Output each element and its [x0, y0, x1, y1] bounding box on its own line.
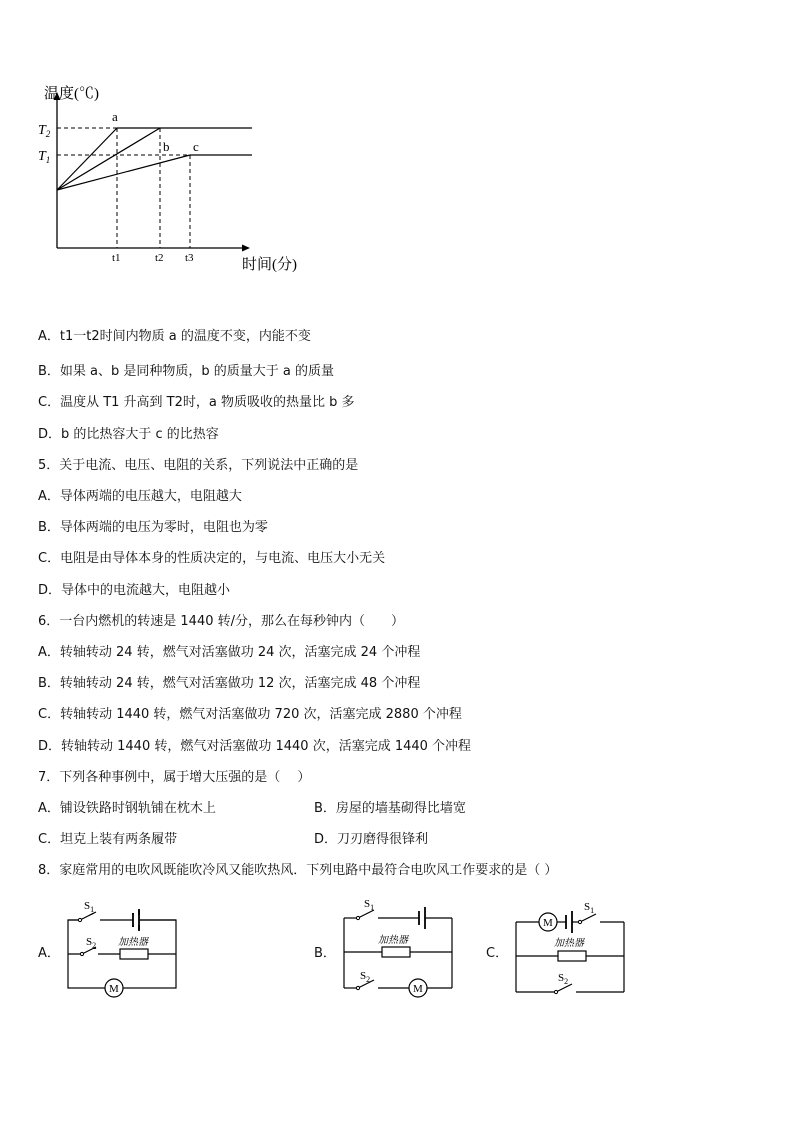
switch-s2-label: $S_2$: [558, 972, 569, 986]
tick-t2: t2: [155, 252, 164, 264]
q6-option-a: A．转轴转动 24 转，燃气对活塞做功 24 次，活塞完成 24 个冲程: [38, 645, 421, 660]
q8-option-c-label: C．: [486, 946, 509, 961]
q6-stem: 6．一台内燃机的转速是 1440 转/分，那么在每秒钟内（ ）: [38, 614, 404, 629]
x-axis-label: 时间(分): [242, 257, 297, 273]
q7-option-b: B．房屋的墙基砌得比墙宽: [314, 801, 466, 816]
heater-resistor: [120, 949, 148, 959]
circuit-b: [336, 893, 461, 1001]
q4-option-b: B．如果 a、b 是同种物质，b 的质量大于 a 的质量: [38, 364, 335, 379]
switch-s2-label: $S_2$: [360, 970, 371, 984]
q5-option-c: C．电阻是由导体本身的性质决定的，与电流、电压大小无关: [38, 551, 386, 566]
q5-option-b: B．导体两端的电压为零时，电阻也为零: [38, 520, 268, 535]
switch-s1-label: $S_1$: [584, 901, 595, 915]
motor-label: M: [413, 983, 423, 995]
x-axis-arrow: [242, 245, 250, 252]
heater-resistor: [382, 947, 410, 957]
curve-label-a: a: [112, 109, 118, 124]
curve-label-b: b: [163, 139, 170, 154]
tick-t1: t1: [112, 252, 121, 264]
q6-option-b: B．转轴转动 24 转，燃气对活塞做功 12 次，活塞完成 48 个冲程: [38, 676, 421, 691]
q4-option-c: C．温度从 T1 升高到 T2时，a 物质吸收的热量比 b 多: [38, 395, 355, 410]
curve-label-c: c: [193, 139, 199, 154]
heater-label: 加热器: [378, 935, 408, 946]
q6-option-c: C．转轴转动 1440 转，燃气对活塞做功 720 次，活塞完成 2880 个冲程: [38, 707, 462, 722]
q7-option-c: C．坦克上装有两条履带: [38, 832, 178, 847]
tick-t3: t3: [185, 252, 194, 264]
switch-s1-label: $S_1$: [84, 900, 95, 914]
q8-option-a-label: A．: [38, 946, 60, 961]
q4-option-d: D．b 的比热容大于 c 的比热容: [38, 427, 219, 442]
switch-s1-label: $S_1$: [364, 898, 375, 912]
q7-option-a: A．铺设铁路时钢轨铺在枕木上: [38, 801, 216, 816]
q8-stem: 8．家庭常用的电吹风既能吹冷风又能吹热风．下列电路中最符合电吹风工作要求的是（ ）: [38, 863, 558, 878]
heater-label: 加热器: [118, 937, 148, 948]
q4-option-a: A．t1一t2时间内物质 a 的温度不变，内能不变: [38, 329, 311, 344]
q8-option-b-label: B．: [314, 946, 336, 961]
q5-stem: 5．关于电流、电压、电阻的关系，下列说法中正确的是: [38, 458, 359, 473]
tick-T2: $T_2$: [38, 123, 51, 139]
circuit-c: [508, 895, 633, 1003]
q7-stem: 7．下列各种事例中，属于增大压强的是（ ）: [38, 770, 311, 785]
q5-option-d: D．导体中的电流越大，电阻越小: [38, 583, 231, 598]
heater-label: 加热器: [554, 938, 584, 949]
circuit-a: [60, 895, 185, 1003]
q7-option-d: D．刀刃磨得很锋利: [314, 832, 429, 847]
q5-option-a: A．导体两端的电压越大，电阻越大: [38, 489, 242, 504]
temperature-time-graph: [30, 78, 310, 278]
motor-label: M: [543, 917, 553, 929]
tick-T1: $T_1$: [38, 149, 51, 165]
motor-label: M: [109, 983, 119, 995]
heater-resistor: [558, 951, 586, 961]
q6-option-d: D．转轴转动 1440 转，燃气对活塞做功 1440 次，活塞完成 1440 个冲程: [38, 739, 472, 754]
curve-c-rise: [57, 155, 190, 190]
switch-s2-label: $S_2$: [86, 936, 97, 950]
y-axis-label: 温度(℃): [44, 86, 99, 102]
